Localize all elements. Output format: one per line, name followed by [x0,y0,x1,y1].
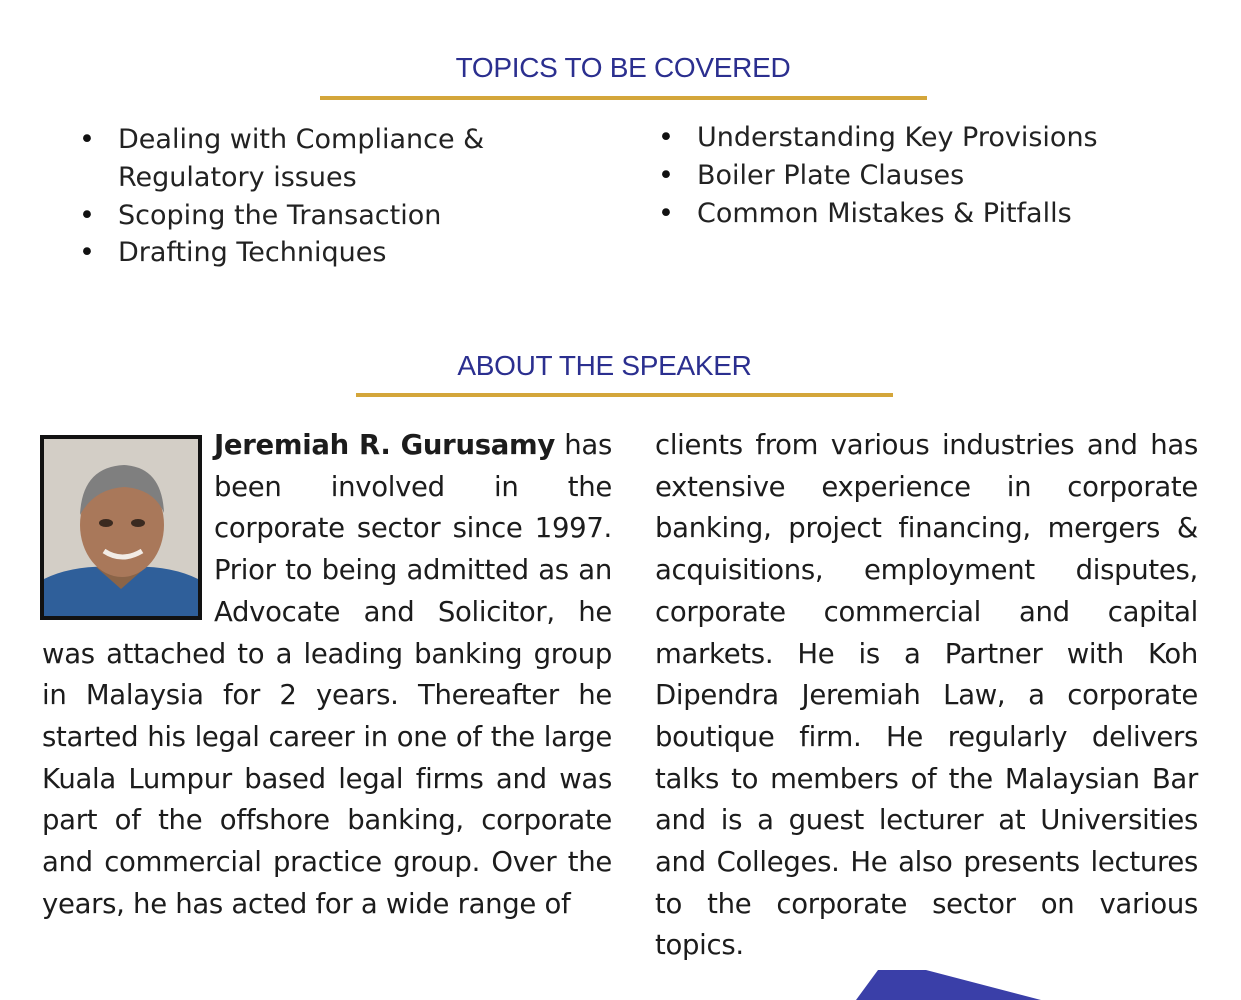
topics-list-right [658,119,1178,232]
speaker-bio-left [42,425,612,925]
speaker-heading: ABOUT THE SPEAKER [457,350,752,381]
topic-item: • Drafting Techniques [79,234,549,272]
topic-item: • Boiler Plate Clauses [658,157,1178,195]
topics-divider [320,96,927,100]
speaker-divider [356,393,893,397]
speaker-bio-right: clients from various industries and has extensive experience in corporate banking, project financing, mergers & acquisitions, employment disputes, corporate commercial and capital markets. He is a Partner with Koh Dipendra Jeremiah Law, a corporate boutique firm. He regularly delivers talks to members of the Malaysian Bar and is a guest lecturer at Universities and Colleges. He also presents lectures to the corporate sector on various topics. [655,429,1198,962]
corner-accent-shape [856,970,1041,1000]
topic-item: • Common Mistakes & Pitfalls [658,195,1178,233]
topic-item: • Understanding Key Provisions [658,119,1178,157]
topics-list-left [79,121,549,272]
speaker-bio-text: has been involved in the corporate sector since 1997. Prior to being admitted as an Advocate and Solicitor, he was attached to a leading banking group in Malaysia for 2 years. Thereafter he started his legal career in one of the large Kuala Lumpur based legal firms and was part of the offshore banking, corporate and commercial practice group. Over the years, he has acted for a wide range of [42,429,612,920]
topic-item: • Scoping the Transaction [79,197,549,235]
topics-heading: TOPICS TO BE COVERED [455,52,791,83]
topic-item: • Dealing with Compliance & Regulatory issues [79,121,549,197]
speaker-name: Jeremiah R. Gurusamy [214,429,556,461]
